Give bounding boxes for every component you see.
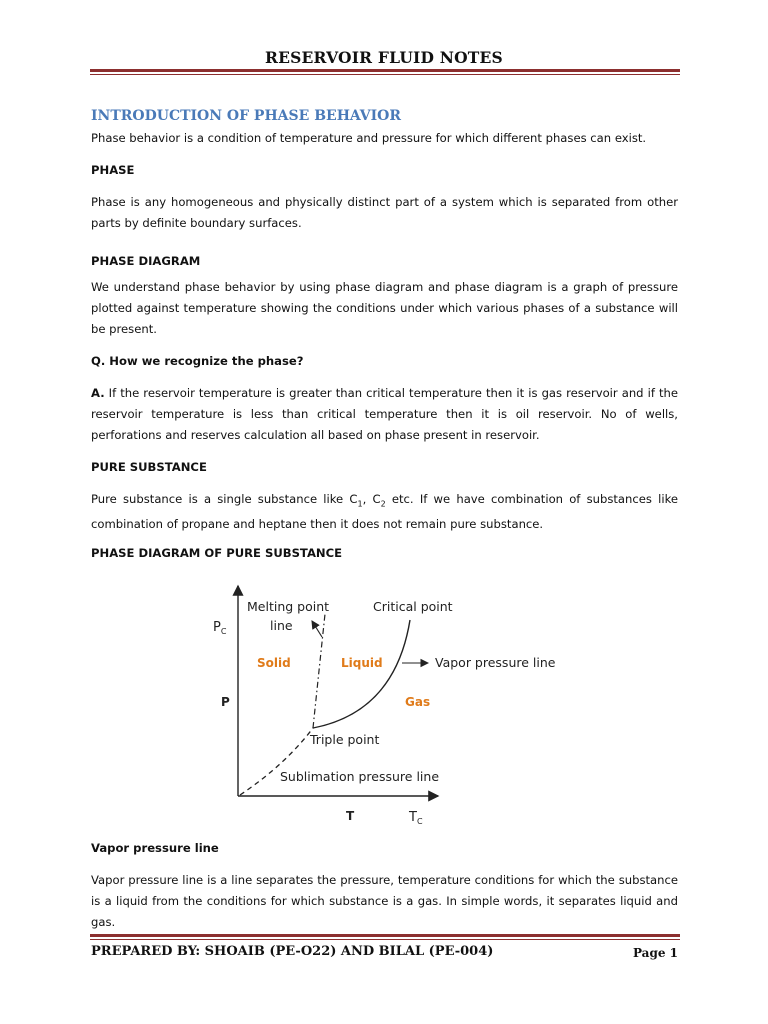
label-t: T <box>346 809 355 823</box>
pure-diagram-heading: PHASE DIAGRAM OF PURE SUBSTANCE <box>91 546 343 560</box>
subscript-1: 1 <box>357 499 363 509</box>
melting-pointer <box>312 621 322 637</box>
phase-diagram-heading: PHASE DIAGRAM <box>91 254 201 268</box>
label-melting-1: Melting point <box>247 599 330 614</box>
phase-heading: PHASE <box>91 163 135 177</box>
label-melting-2: line <box>270 618 293 633</box>
page-number: Page 1 <box>632 946 678 960</box>
label-sublimation: Sublimation pressure line <box>280 769 440 784</box>
melting-curve <box>313 614 325 728</box>
vapor-line-paragraph: Vapor pressure line is a line separates the pressure, temperature conditions for which the substance is a liquid from the conditions for which substance is a gas. In simple words, it separates liquid and gas. <box>91 873 678 929</box>
label-solid: Solid <box>257 656 291 670</box>
intro-paragraph: Phase behavior is a condition of temperature and pressure for which different phases can exist. <box>91 131 647 145</box>
pure-text-c: etc. If we have combination of substances like combination of propane and heptane then it does not remain pure substance. <box>91 492 679 532</box>
footer-prepared-by: PREPARED BY: SHOAIB (PE-O22) AND BILAL (PE-004) <box>91 944 494 959</box>
phase-diagram-paragraph: We understand phase behavior by using phase diagram and phase diagram is a graph of pressure plotted against temperature showing the conditions under which various phases of a substance will be present. <box>91 280 678 336</box>
answer-label: A. <box>91 386 105 400</box>
pure-substance-heading: PURE SUBSTANCE <box>91 460 207 474</box>
footer-divider <box>90 934 680 937</box>
phase-paragraph: Phase is any homogeneous and physically distinct part of a system which is separated from other parts by definite boundary surfaces. <box>91 195 678 230</box>
answer-text: If the reservoir temperature is greater than critical temperature then it is gas reservoir and if the reservoir temperature is less than critical temperature then it is oil reservoir. No of wells, perforations and reserves calculation all based on phase present in reservoir. <box>91 386 678 442</box>
label-p: P <box>221 695 230 709</box>
label-pc: $P_C$ <box>213 620 227 636</box>
pure-text-b: , C <box>362 492 381 506</box>
page-title: RESERVOIR FLUID NOTES <box>265 48 503 67</box>
label-critical: Critical point <box>373 599 453 614</box>
label-tc: $T_C$ <box>409 810 423 826</box>
vapor-pressure-curve <box>313 620 410 728</box>
vapor-line-heading: Vapor pressure line <box>91 841 219 855</box>
label-vapor: Vapor pressure line <box>435 655 556 670</box>
section-title: INTRODUCTION OF PHASE BEHAVIOR <box>91 108 402 124</box>
label-liquid: Liquid <box>341 656 383 670</box>
footer-divider-thin <box>90 939 680 940</box>
subscript-2: 2 <box>380 499 386 509</box>
question: Q. How we recognize the phase? <box>91 354 304 368</box>
pure-text-a: Pure substance is a single substance like C <box>91 492 358 506</box>
label-triple: Triple point <box>310 732 380 747</box>
label-gas: Gas <box>405 695 431 709</box>
sublimation-curve <box>240 728 313 795</box>
